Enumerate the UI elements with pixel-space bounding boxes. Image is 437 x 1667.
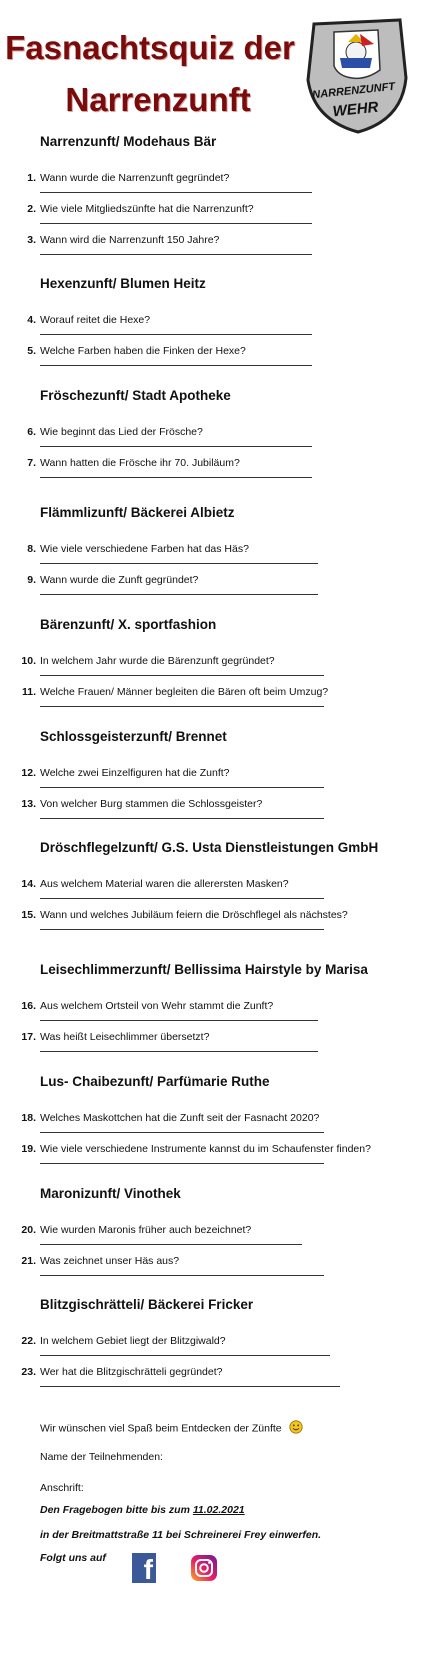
question-row [0, 574, 437, 604]
question-text: Was heißt Leisechlimmer übersetzt? [40, 1031, 210, 1043]
question-number: 7. [27, 457, 36, 469]
answer-line[interactable] [40, 192, 312, 193]
question-row [0, 457, 437, 487]
logo-text-line1: NARRENZUNFT [311, 80, 396, 102]
question-text: In welchem Jahr wurde die Bärenzunft gegründet? [40, 655, 275, 667]
section-title: Maronizunft/ Vinothek [40, 1186, 181, 1201]
follow-text: Folgt uns auf [40, 1552, 106, 1564]
question-number: 17. [21, 1031, 36, 1043]
answer-line[interactable] [40, 787, 324, 788]
quiz-title-line1: Fasnachtsquiz der [5, 29, 295, 66]
answer-line[interactable] [40, 446, 312, 447]
question-number: 19. [21, 1143, 36, 1155]
question-text: Wann hatten die Frösche ihr 70. Jubiläum? [40, 457, 240, 469]
section-title: Leisechlimmerzunft/ Bellissima Hairstyle by Marisa [40, 962, 368, 977]
section-title: Blitzgischrätteli/ Bäckerei Fricker [40, 1297, 254, 1312]
question-text: Von welcher Burg stammen die Schlossgeister? [40, 798, 263, 810]
question-text: Wann und welches Jubiläum feiern die Dröschflegel als nächstes? [40, 909, 348, 921]
question-text: Wie wurden Maronis früher auch bezeichnet? [40, 1224, 252, 1236]
question-text: Wie viele verschiedene Farben hat das Häs? [40, 543, 249, 555]
question-row [0, 543, 437, 573]
question-text: Aus welchem Material waren die allerersten Masken? [40, 878, 289, 890]
question-number: 9. [27, 574, 36, 586]
question-number: 1. [27, 172, 36, 184]
answer-line[interactable] [40, 365, 312, 366]
question-row [0, 798, 437, 828]
answer-line[interactable] [40, 1051, 318, 1052]
question-text: Was zeichnet unser Häs aus? [40, 1255, 180, 1267]
question-row [0, 426, 437, 456]
question-number: 11. [21, 686, 36, 698]
answer-line[interactable] [40, 477, 312, 478]
question-number: 20. [21, 1224, 36, 1236]
question-text: In welchem Gebiet liegt der Blitzgiwald? [40, 1335, 226, 1347]
answer-line[interactable] [40, 254, 312, 255]
wish-text: Wir wünschen viel Spaß beim Entdecken der Zünfte [40, 1420, 303, 1437]
question-number: 22. [21, 1335, 36, 1347]
question-number: 16. [21, 1000, 36, 1012]
question-row [0, 1224, 437, 1254]
question-number: 6. [27, 426, 36, 438]
question-row [0, 345, 437, 375]
question-row [0, 1031, 437, 1061]
question-text: Wann wurde die Narrenzunft gegründet? [40, 172, 230, 184]
question-row [0, 909, 437, 939]
question-row [0, 314, 437, 344]
section-title: Narrenzunft/ Modehaus Bär [40, 134, 217, 149]
question-text: Worauf reitet die Hexe? [40, 314, 151, 326]
question-text: Wann wird die Narrenzunft 150 Jahre? [40, 234, 220, 246]
question-number: 15. [21, 909, 36, 921]
question-text: Welches Maskottchen hat die Zunft seit der Fasnacht 2020? [40, 1112, 320, 1124]
dropoff-text: in der Breitmattstraße 11 bei Schreinerei Frey einwerfen. [40, 1529, 322, 1541]
answer-line[interactable] [40, 1355, 330, 1356]
question-row [0, 655, 437, 685]
question-number: 2. [27, 203, 36, 215]
question-row [0, 172, 437, 202]
question-text: Wer hat die Blitzgischrätteli gegründet? [40, 1366, 223, 1378]
question-text: Aus welchem Ortsteil von Wehr stammt die Zunft? [40, 1000, 274, 1012]
section-title: Bärenzunft/ X. sportfashion [40, 617, 217, 632]
participants-label: Name der Teilnehmenden: [40, 1451, 163, 1463]
answer-line[interactable] [40, 1020, 318, 1021]
answer-line[interactable] [40, 1386, 340, 1387]
answer-line[interactable] [40, 563, 318, 564]
narrenzunft-wehr-logo [300, 18, 412, 136]
smiley-icon [289, 1420, 303, 1437]
answer-line[interactable] [40, 334, 312, 335]
question-row [0, 767, 437, 797]
answer-line[interactable] [40, 929, 324, 930]
answer-line[interactable] [40, 1275, 324, 1276]
question-row [0, 1112, 437, 1142]
question-row [0, 234, 437, 264]
question-number: 18. [21, 1112, 36, 1124]
deadline-text: Den Fragebogen bitte bis zum 11.02.2021 [40, 1504, 245, 1516]
question-number: 4. [27, 314, 36, 326]
question-number: 10. [21, 655, 36, 667]
answer-line[interactable] [40, 1244, 302, 1245]
section-title: Flämmlizunft/ Bäckerei Albietz [40, 505, 235, 520]
question-number: 21. [21, 1255, 36, 1267]
answer-line[interactable] [40, 818, 324, 819]
section-title: Schlossgeisterzunft/ Brennet [40, 729, 227, 744]
answer-line[interactable] [40, 594, 318, 595]
address-label: Anschrift: [40, 1482, 84, 1494]
question-text: Wann wurde die Zunft gegründet? [40, 574, 199, 586]
answer-line[interactable] [40, 223, 312, 224]
section-title: Dröschflegelzunft/ G.S. Usta Dienstleistungen GmbH [40, 840, 379, 855]
facebook-letter: f [143, 1554, 153, 1585]
answer-line[interactable] [40, 1132, 324, 1133]
answer-line[interactable] [40, 675, 324, 676]
question-row [0, 1143, 437, 1173]
deadline-date: 11.02.2021 [192, 1504, 245, 1516]
question-number: 23. [21, 1366, 36, 1378]
facebook-icon[interactable] [132, 1553, 156, 1583]
question-number: 13. [21, 798, 36, 810]
question-row [0, 686, 437, 716]
section-title: Hexenzunft/ Blumen Heitz [40, 276, 206, 291]
quiz-title-line2: Narrenzunft [65, 81, 251, 118]
logo-text-line2: WEHR [331, 98, 380, 121]
instagram-icon[interactable] [190, 1554, 218, 1587]
question-row [0, 203, 437, 233]
question-text: Wie viele Mitgliedszünfte hat die Narrenzunft? [40, 203, 254, 215]
question-text: Welche zwei Einzelfiguren hat die Zunft? [40, 767, 230, 779]
question-row [0, 1366, 437, 1396]
question-number: 5. [27, 345, 36, 357]
question-text: Wie viele verschiedene Instrumente kannst du im Schaufenster finden? [40, 1143, 371, 1155]
question-row [0, 1000, 437, 1030]
question-row [0, 1335, 437, 1365]
answer-line[interactable] [40, 706, 324, 707]
question-row [0, 878, 437, 908]
question-number: 14. [21, 878, 36, 890]
question-row [0, 1255, 437, 1285]
question-text: Welche Farben haben die Finken der Hexe? [40, 345, 246, 357]
section-title: Fröschezunft/ Stadt Apotheke [40, 388, 231, 403]
section-title: Lus- Chaibezunft/ Parfümarie Ruthe [40, 1074, 270, 1089]
question-number: 3. [27, 234, 36, 246]
question-text: Welche Frauen/ Männer begleiten die Bären oft beim Umzug? [40, 686, 329, 698]
question-text: Wie beginnt das Lied der Frösche? [40, 426, 203, 438]
answer-line[interactable] [40, 1163, 324, 1164]
question-number: 12. [21, 767, 36, 779]
question-number: 8. [27, 543, 36, 555]
answer-line[interactable] [40, 898, 324, 899]
